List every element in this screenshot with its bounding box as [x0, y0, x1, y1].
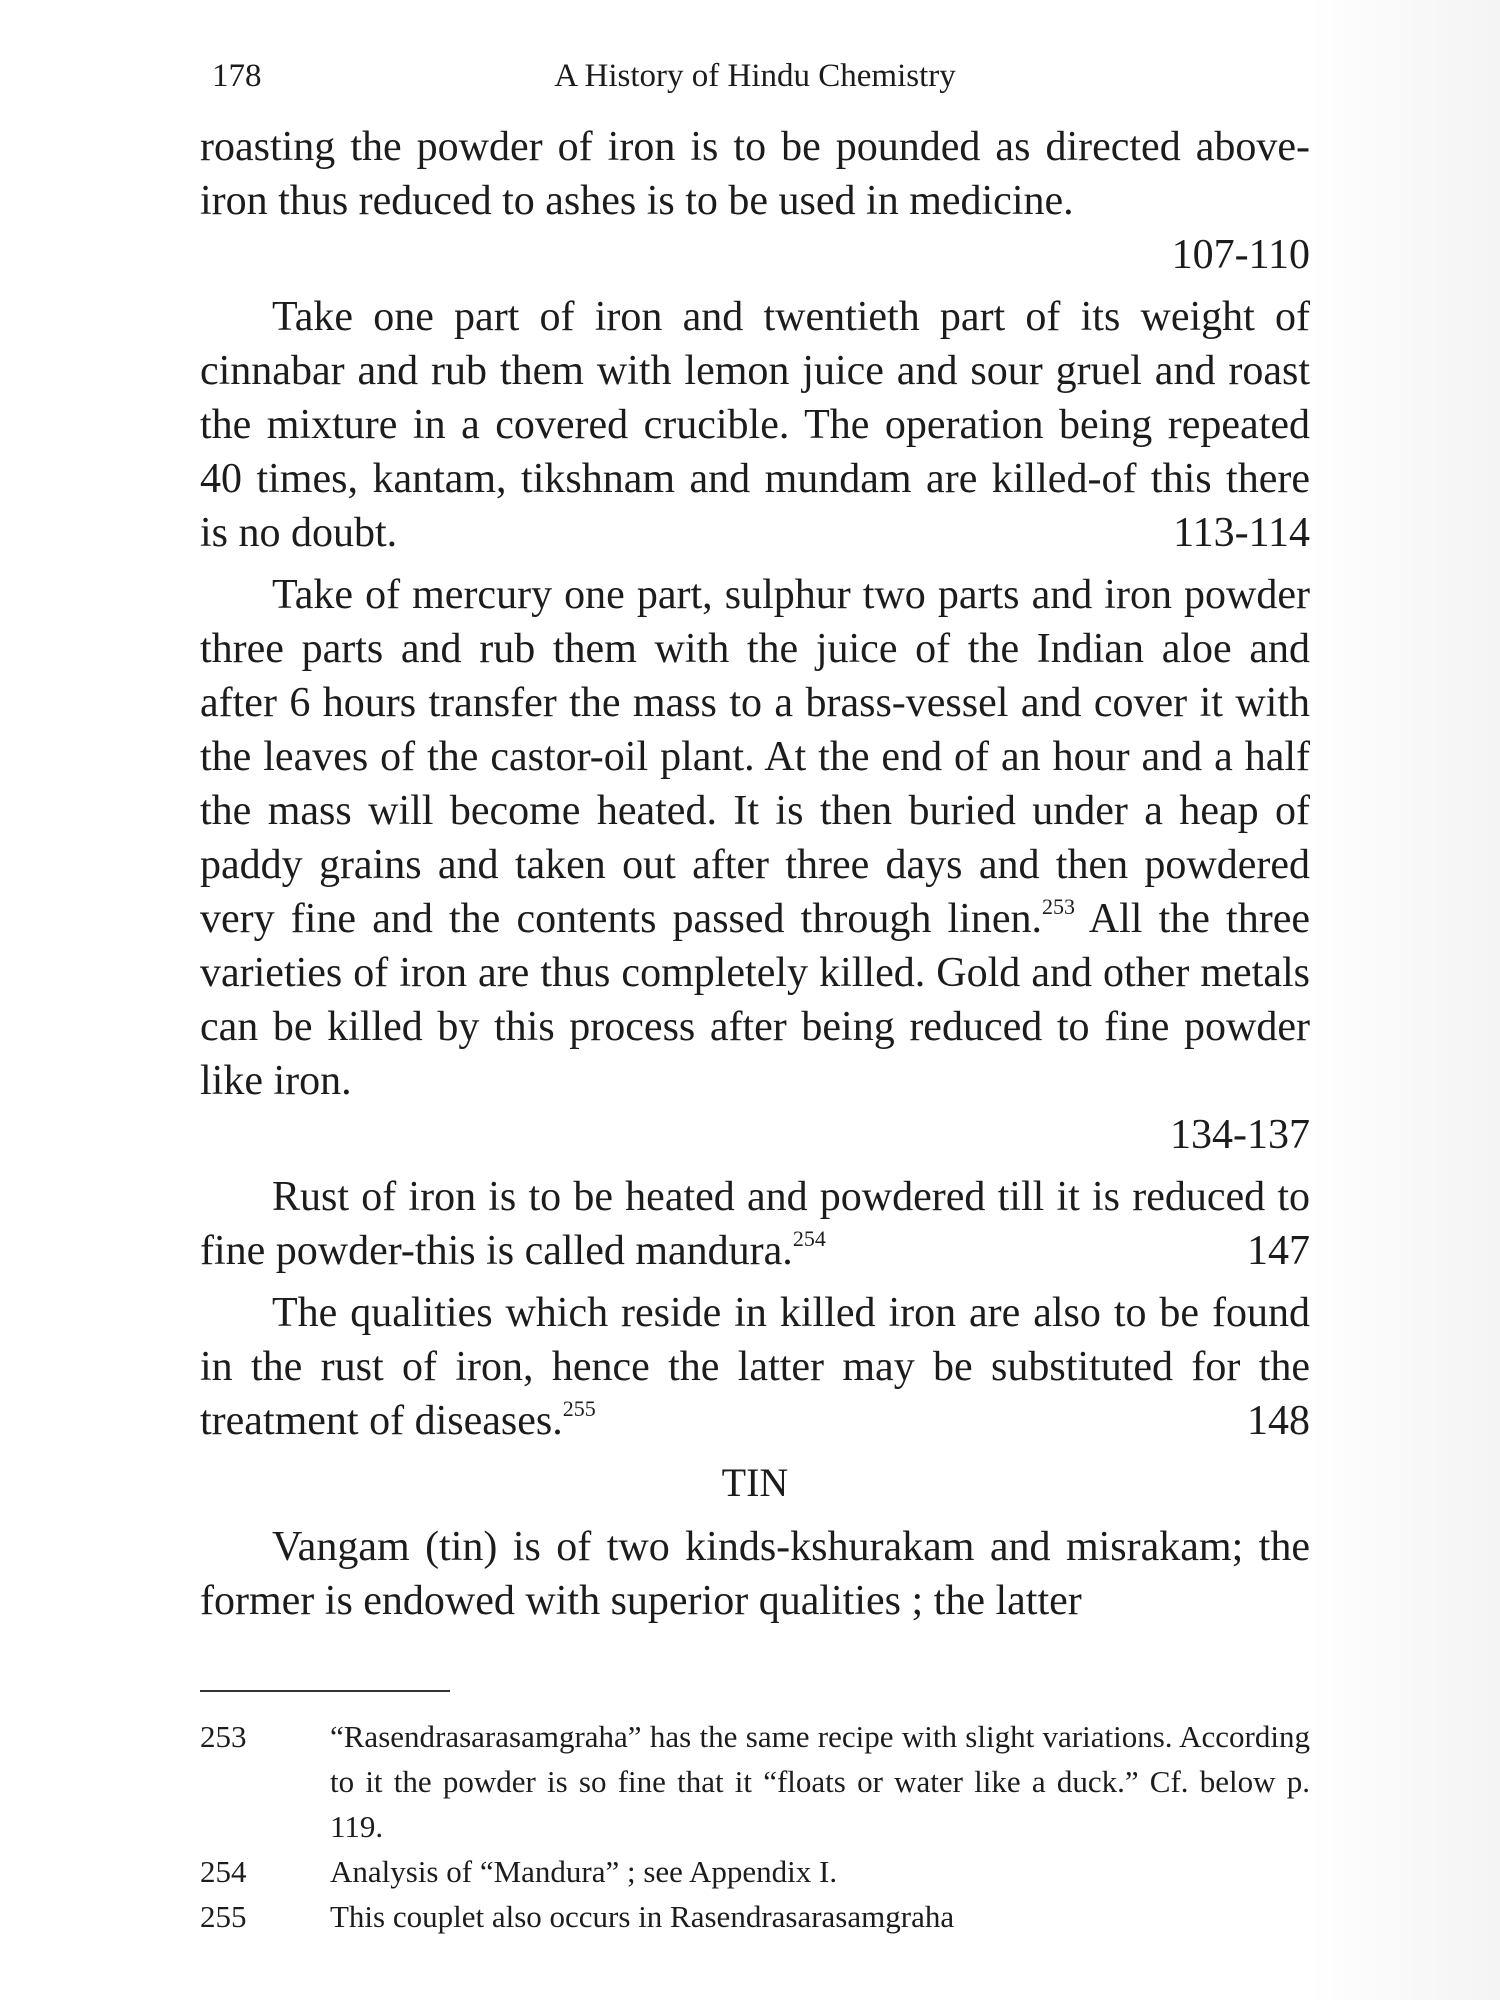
body-text: [200, 120, 1310, 1628]
verse-reference: 147: [1247, 1228, 1310, 1274]
paragraph: [200, 568, 1310, 1162]
footnote: [200, 1714, 1310, 1849]
adjacent-page-bleed: [1310, 0, 1500, 2000]
footnote-text: “Rasendrasarasamgraha” has the same recipe with slight variations. According to it the powder is so fine that it “floats or water like a duck.” Cf. below p. 119.: [330, 1719, 1310, 1844]
book-page: [200, 40, 1310, 1980]
paragraph: [200, 1170, 1310, 1278]
verse-reference: 107-110: [1171, 232, 1310, 278]
footnote-number: 254: [200, 1854, 247, 1889]
paragraph-text: Take of mercury one part, sulphur two parts and iron powder three parts and rub them with the juice of the Indian aloe and after 6 hours transfer the mass to a brass-vessel and cover it with the leaves of the castor-oil plant. At the end of an hour and a half the mass will become heated. It is then buried under a heap of paddy grains and taken out after three days and then powdered very fine and the contents passed through linen.: [200, 572, 1310, 942]
paragraph: [200, 290, 1310, 560]
paragraph: [200, 120, 1310, 282]
footnotes: [200, 1714, 1310, 1939]
paragraph-text: Vangam (tin) is of two kinds-kshurakam and misrakam; the former is endowed with superior qualities ; the latter: [200, 1524, 1310, 1624]
paragraph-text: Take one part of iron and twentieth part of its weight of cinnabar and rub them with lemon juice and sour gruel and roast the mixture in a covered crucible. The operation being repeated 40 times, kantam, tikshnam and mundam are killed-of this there is no doubt.: [200, 294, 1310, 556]
footnote: [200, 1849, 1310, 1894]
page-header: [200, 40, 1310, 120]
running-title: A History of Hindu Chemistry: [554, 58, 956, 94]
footnote-text: This couplet also occurs in Rasendrasarasamgraha: [330, 1899, 955, 1934]
paragraph-text-continued: All the three varieties of iron are thus completely killed. Gold and other metals can be killed by this process after being reduced to fine powder like iron.: [200, 896, 1311, 1104]
paragraph: [200, 1286, 1310, 1448]
paragraph-text: roasting the powder of iron is to be pounded as directed above-iron thus reduced to ashes is to be used in medicine.: [200, 124, 1310, 224]
footnote-marker[interactable]: 255: [562, 1396, 596, 1421]
footnote-divider: [200, 1690, 450, 1692]
footnote-marker[interactable]: 254: [792, 1226, 826, 1251]
footnote-text: Analysis of “Mandura” ; see Appendix I.: [330, 1854, 838, 1889]
paragraph-text: Rust of iron is to be heated and powdered till it is reduced to fine powder-this is called mandura.: [200, 1174, 1310, 1274]
footnote-number: 253: [200, 1719, 247, 1754]
footnote: [200, 1894, 1310, 1939]
verse-reference: 113-114: [1173, 510, 1310, 556]
section-heading: TIN: [721, 1460, 789, 1505]
paragraph-text: The qualities which reside in killed iron are also to be found in the rust of iron, hence the latter may be substituted for the treatment of diseases.: [200, 1290, 1310, 1444]
verse-reference: 148: [1247, 1398, 1310, 1444]
page-number: 178: [212, 58, 262, 94]
footnote-marker[interactable]: 253: [1041, 894, 1075, 919]
verse-reference: 134-137: [1170, 1112, 1310, 1158]
footnote-number: 255: [200, 1899, 247, 1934]
paragraph: [200, 1520, 1310, 1628]
